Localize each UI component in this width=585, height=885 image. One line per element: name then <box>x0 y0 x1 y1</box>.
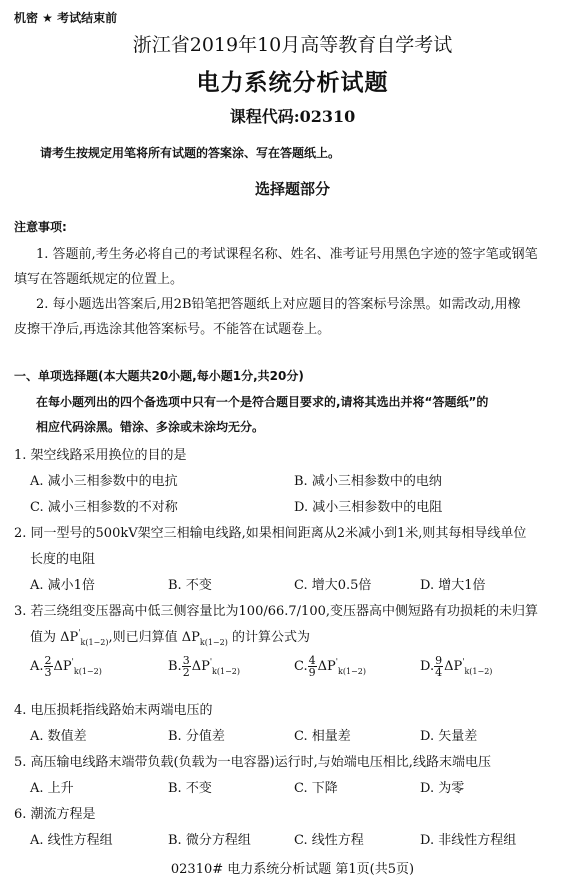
q3-a-fraction <box>44 655 53 678</box>
q3-b-label: B. <box>168 659 182 674</box>
q1-option-c: C. 减小三相参数的不对称 <box>30 500 178 515</box>
question-6-stem: 6. 潮流方程是 <box>14 807 96 822</box>
q3-b-prime: ' <box>209 657 213 666</box>
notes-title: 注意事项: <box>14 220 67 234</box>
q3-b-fraction <box>182 655 191 678</box>
q3-c-term: ΔP <box>317 659 336 674</box>
q3-stem-pre: 值为 ΔP <box>30 630 79 645</box>
question-2-stem-line-1: 2. 同一型号的500kV架空三相输电线路,如果相间距离从2米减小到1米,则其每相导线单位 <box>14 526 527 541</box>
question-2-stem-line-2: 长度的电阻 <box>30 552 96 567</box>
q2-option-c: C. 增大0.5倍 <box>294 578 372 593</box>
answer-instruction: 请考生按规定用笔将所有试题的答案涂、写在答题纸上。 <box>40 146 341 160</box>
page-footer: 02310# 电力系统分析试题 第1页(共5页) <box>170 862 415 877</box>
q3-a-den: 3 <box>44 666 52 679</box>
q4-option-d: D. 矢量差 <box>420 729 478 744</box>
q3-d-num: 9 <box>435 654 443 667</box>
q3-c-prime: ' <box>335 657 338 666</box>
q6-option-a: A. 线性方程组 <box>30 833 113 848</box>
q2-option-b: B. 不变 <box>168 578 212 593</box>
q2-option-d: D. 增大1倍 <box>420 578 486 593</box>
part1-desc-line-1: 在每小题列出的四个备选项中只有一个是符合题目要求的,请将其选出并将“答题纸”的 <box>36 395 489 409</box>
q5-option-a: A. 上升 <box>30 781 74 796</box>
question-3-stem-line-2 <box>30 626 310 647</box>
question-1-stem: 1. 架空线路采用换位的目的是 <box>14 448 187 463</box>
q3-b-num: 3 <box>182 654 190 667</box>
q3-stem-sub-2: k(1−2) <box>199 638 228 647</box>
q3-d-sub: k(1−2) <box>464 667 493 676</box>
q3-b-sub: k(1−2) <box>212 667 241 676</box>
q6-option-b: B. 微分方程组 <box>168 833 251 848</box>
q3-b-term: ΔP <box>191 659 210 674</box>
q5-option-d: D. 为零 <box>420 781 465 796</box>
q3-b-den: 2 <box>182 666 190 679</box>
q4-option-b: B. 分值差 <box>168 729 225 744</box>
part1-desc-line-2: 相应代码涂黑。错涂、多涂或未涂均无分。 <box>36 420 265 434</box>
q1-option-a: A. 减小三相参数中的电抗 <box>30 474 178 489</box>
page-title: 电力系统分析试题 <box>196 70 389 96</box>
q3-d-prime: ' <box>462 657 465 666</box>
exam-line: 浙江省2019年10月高等教育自学考试 <box>132 34 453 56</box>
q3-a-label: A. <box>30 659 44 674</box>
q3-d-label: D. <box>420 659 435 674</box>
q3-stem-post: 的计算公式为 <box>227 630 310 645</box>
q5-option-b: B. 不变 <box>168 781 212 796</box>
q3-c-label: C. <box>294 659 308 674</box>
part1-heading: 一、单项选择题(本大题共20小题,每小题1分,共20分) <box>14 369 304 383</box>
q1-option-d: D. 减小三相参数中的电阻 <box>294 500 443 515</box>
q3-option-c <box>294 655 366 678</box>
note-2-line-2: 皮擦干净后,再选涂其他答案标号。不能答在试题卷上。 <box>14 322 331 337</box>
section-title: 选择题部分 <box>254 180 330 198</box>
confidential-label: 机密 ★ 考试结束前 <box>14 11 118 25</box>
q3-a-sub: k(1−2) <box>73 667 102 676</box>
q3-stem-sub: k(1−2) <box>80 638 109 647</box>
course-code: 课程代码:02310 <box>229 107 356 126</box>
q3-d-term: ΔP <box>444 659 463 674</box>
q3-a-term: ΔP <box>53 659 72 674</box>
q3-d-den: 4 <box>435 666 443 679</box>
q3-a-num: 2 <box>44 654 52 667</box>
question-3-stem-line-1: 3. 若三绕组变压器高中低三侧容量比为100/66.7/100,变压器高中侧短路有功损耗的未归算 <box>14 604 538 619</box>
q3-a-prime: ' <box>71 657 74 666</box>
q3-stem-prime: ' <box>78 628 81 637</box>
q3-option-b <box>168 655 240 678</box>
note-2-line-1: 2. 每小题选出答案后,用2B铅笔把答题纸上对应题目的答案标号涂黑。如需改动,用橡 <box>36 297 521 312</box>
q1-option-b: B. 减小三相参数中的电纳 <box>294 474 442 489</box>
q5-option-c: C. 下降 <box>294 781 338 796</box>
note-1-line-2: 填写在答题纸规定的位置上。 <box>14 272 184 287</box>
question-4-stem: 4. 电压损耗指线路始末两端电压的 <box>14 703 213 718</box>
question-5-stem: 5. 高压输电线路末端带负载(负载为一电容器)运行时,与始端电压相比,线路末端电压 <box>14 755 491 770</box>
q3-c-num: 4 <box>308 654 316 667</box>
q4-option-c: C. 相量差 <box>294 729 351 744</box>
q3-d-fraction <box>434 655 443 678</box>
q4-option-a: A. 数值差 <box>30 729 87 744</box>
q6-option-c: C. 线性方程 <box>294 833 364 848</box>
q3-c-fraction <box>308 655 317 678</box>
q3-stem-mid: ,则已归算值 ΔP <box>108 630 200 645</box>
q6-option-d: D. 非线性方程组 <box>420 833 517 848</box>
q3-option-a <box>30 655 102 678</box>
q2-option-a: A. 减小1倍 <box>30 578 95 593</box>
q3-c-den: 9 <box>308 666 316 679</box>
note-1-line-1: 1. 答题前,考生务必将自己的考试课程名称、姓名、准考证号用黑色字迹的签字笔或钢笔 <box>36 247 538 262</box>
q3-option-d <box>420 655 492 678</box>
q3-c-sub: k(1−2) <box>337 667 366 676</box>
